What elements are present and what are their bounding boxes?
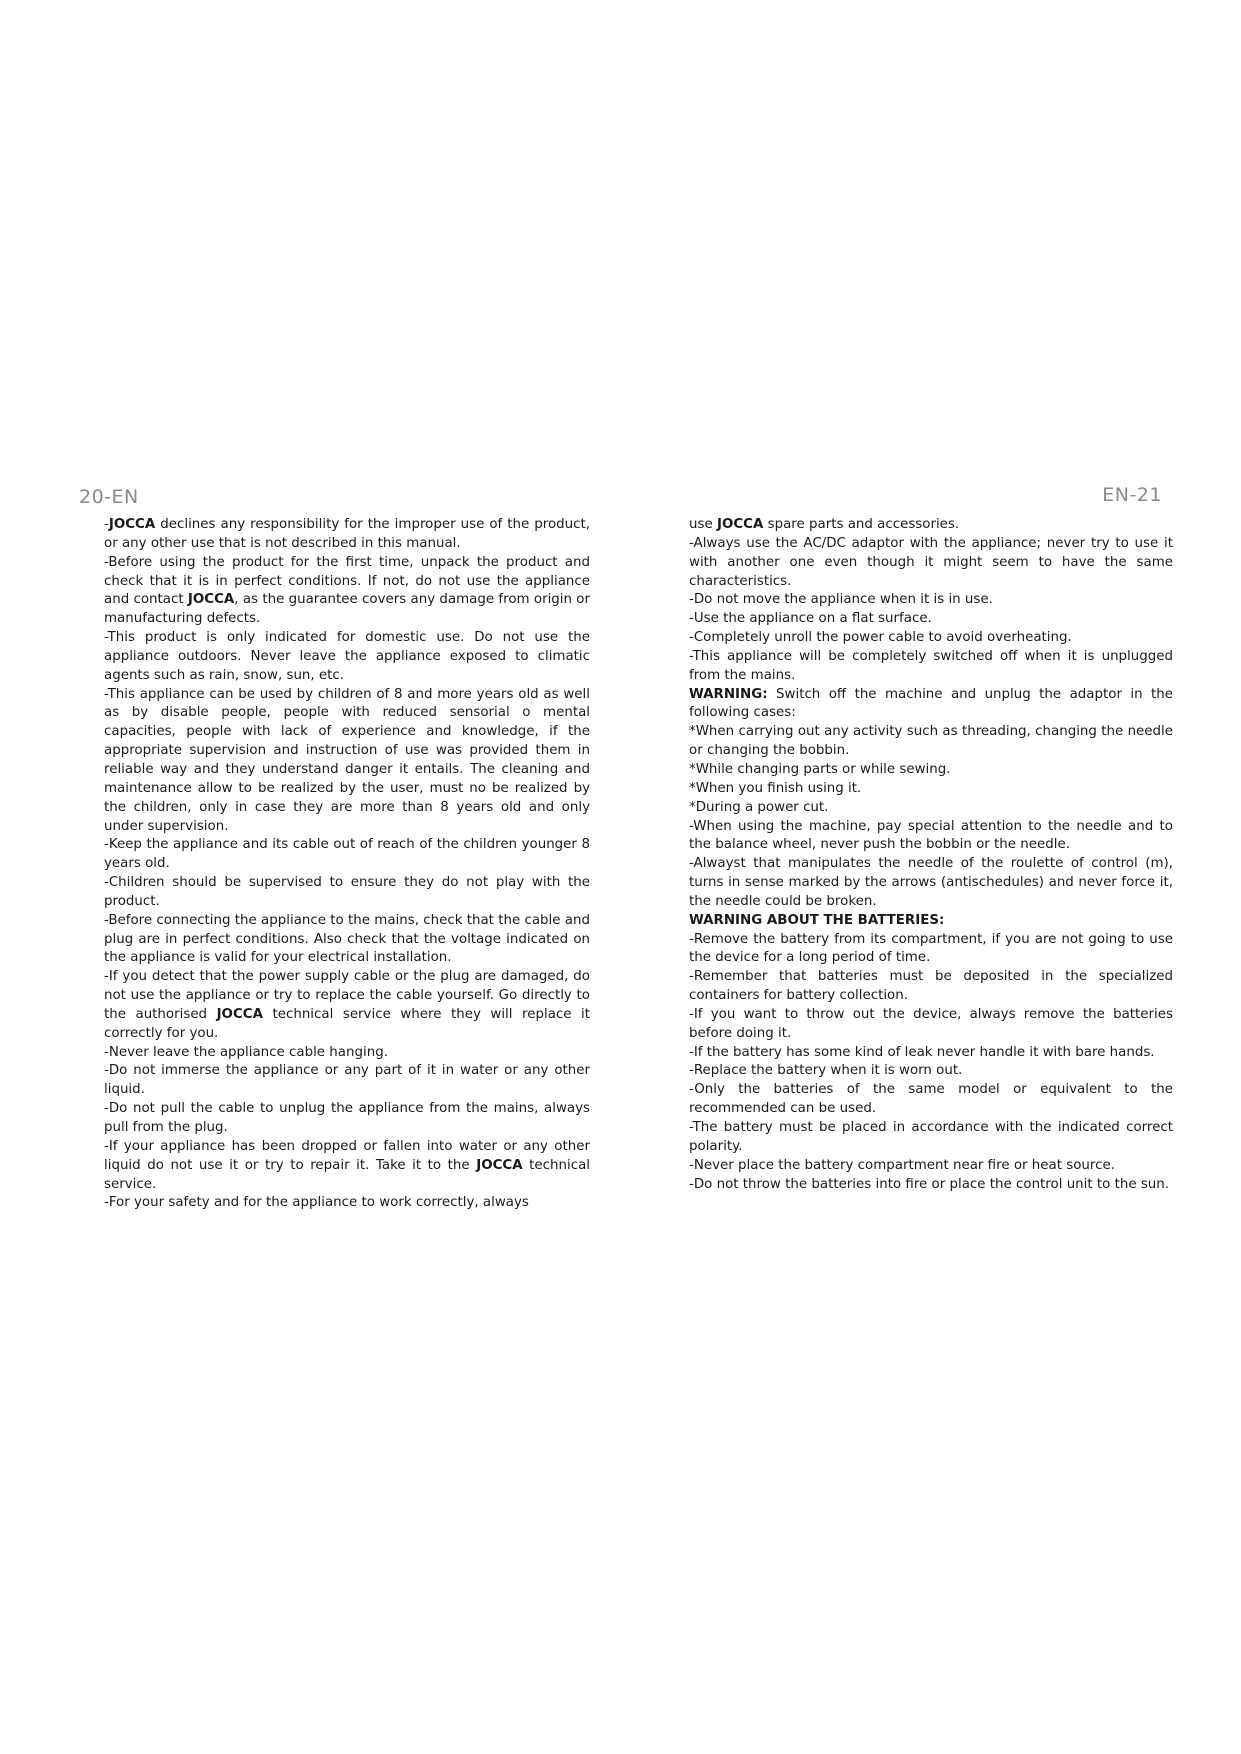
paragraph-liability bbox=[104, 516, 590, 554]
paragraph-flat-surface: -Use the appliance on a flat surface. bbox=[689, 611, 932, 627]
paragraph-safety: -For your safety and for the appliance to work correctly, always bbox=[104, 1195, 529, 1211]
brand-name: JOCCA bbox=[216, 1006, 263, 1022]
brand-name: JOCCA bbox=[187, 592, 235, 608]
paragraph-threading: *When carrying out any activity such as threading, changing the needle or changing the bobbin. bbox=[689, 724, 1173, 759]
text: use bbox=[689, 517, 717, 532]
page-number-right: EN-21 bbox=[1102, 484, 1162, 506]
brand-name: JOCCA bbox=[476, 1157, 523, 1173]
paragraph-warning bbox=[689, 686, 1173, 724]
text: -If your appliance has been dropped or fallen into water or any other liquid do not use it or try to repair it. Take it to the bbox=[104, 1138, 590, 1173]
right-column bbox=[689, 516, 1173, 1194]
paragraph-polarity: -The battery must be placed in accordance with the indicated correct polarity. bbox=[689, 1120, 1173, 1154]
text: technical service. bbox=[104, 1157, 590, 1192]
paragraph-unroll-cable: -Completely unroll the power cable to avoid overheating. bbox=[689, 630, 1072, 646]
text: Switch off the machine and unplug the adaptor in the following cases: bbox=[689, 686, 1173, 721]
paragraph-replace-battery: -Replace the battery when it is worn out. bbox=[689, 1063, 963, 1079]
brand-name: JOCCA bbox=[108, 517, 156, 532]
paragraph-damaged-cable bbox=[104, 968, 590, 1043]
paragraph-changing-parts: *While changing parts or while sewing. bbox=[689, 761, 951, 777]
paragraph-throw-out: -If you want to throw out the device, always remove the batteries before doing it. bbox=[689, 1006, 1173, 1041]
text: technical service where they will replace it correctly for you. bbox=[104, 1006, 590, 1041]
paragraph-immerse: -Do not immerse the appliance or any part of it in water or any other liquid. bbox=[104, 1063, 590, 1098]
paragraph-leak: -If the battery has some kind of leak never handle it with bare hands. bbox=[689, 1044, 1155, 1060]
brand-name: JOCCA bbox=[716, 517, 764, 532]
paragraph-fire-source: -Never place the battery compartment near fire or heat source. bbox=[689, 1157, 1115, 1173]
paragraph-roulette: -Alwayst that manipulates the needle of the roulette of control (m), turns in sense marked by the arrows (antischedules) and never force it, the needle could be broken. bbox=[689, 856, 1173, 909]
paragraph-do-not-move: -Do not move the appliance when it is in use. bbox=[689, 592, 993, 608]
paragraph-dropped bbox=[104, 1138, 590, 1195]
page-number-left: 20-EN bbox=[79, 486, 139, 508]
left-column bbox=[104, 516, 590, 1213]
paragraph-first-use bbox=[104, 554, 590, 629]
paragraph-do-not-throw: -Do not throw the batteries into fire or place the control unit to the sun. bbox=[689, 1176, 1170, 1192]
paragraph-pull-plug: -Do not pull the cable to unplug the appliance from the mains, always pull from the plug. bbox=[104, 1101, 590, 1135]
text: -Before using the product for the first time, unpack the product and check that it is in perfect conditions. If not, do not use the appliance and contact bbox=[104, 554, 590, 608]
paragraph-spare-parts bbox=[689, 516, 1173, 535]
text: , as the guarantee covers any damage from origin or manufacturing defects. bbox=[104, 592, 590, 627]
text: declines any responsibility for the improper use of the product, or any other use that is not described in this manual. bbox=[104, 517, 590, 551]
text: spare parts and accessories. bbox=[763, 517, 960, 532]
paragraph-supervise-children: -Children should be supervised to ensure they do not play with the product. bbox=[104, 875, 590, 909]
paragraph-domestic-use: -This product is only indicated for domestic use. Do not use the appliance outdoors. Never leave the appliance exposed to climatic agents such as rain, snow, sun, etc. bbox=[104, 630, 590, 683]
paragraph-switched-off: -This appliance will be completely switched off when it is unplugged from the mains. bbox=[689, 648, 1173, 683]
text: - bbox=[104, 517, 109, 532]
paragraph-battery-collection: -Remember that batteries must be deposited in the specialized containers for battery collection. bbox=[689, 969, 1173, 1004]
paragraph-keep-away: -Keep the appliance and its cable out of reach of the children younger 8 years old. bbox=[104, 837, 590, 872]
paragraph-needle-attention: -When using the machine, pay special attention to the needle and to the balance wheel, never push the bobbin or the needle. bbox=[689, 818, 1173, 853]
warning-label: WARNING: bbox=[689, 686, 768, 702]
batteries-heading: WARNING ABOUT THE BATTERIES: bbox=[689, 912, 945, 928]
paragraph-check-mains: -Before connecting the appliance to the mains, check that the cable and plug are in perfect conditions. Also check that the voltage indicated on the appliance is valid for your electrical installation. bbox=[104, 912, 590, 966]
paragraph-remove-battery: -Remove the battery from its compartment, if you are not going to use the device for a long period of time. bbox=[689, 931, 1173, 966]
paragraph-cable-hanging: -Never leave the appliance cable hanging. bbox=[104, 1044, 388, 1060]
text: -If you detect that the power supply cable or the plug are damaged, do not use the appliance or try to replace the cable yourself. Go directly to the authorised bbox=[104, 969, 590, 1022]
paragraph-adaptor: -Always use the AC/DC adaptor with the appliance; never try to use it with another one even though it might seem to have the same characteristics. bbox=[689, 535, 1173, 589]
paragraph-same-model: -Only the batteries of the same model or equivalent to the recommended can be used. bbox=[689, 1082, 1173, 1117]
paragraph-power-cut: *During a power cut. bbox=[689, 799, 829, 815]
paragraph-finish-using: *When you finish using it. bbox=[689, 780, 862, 796]
paragraph-children-use: -This appliance can be used by children of 8 and more years old as well as by disable people, people with reduced sensorial o mental capacities, people with lack of experience and knowledge, if the appropriate supervision and instruction of use was provided them in reliable way and they understand danger it entails. The cleaning and maintenance allow to be realized by the user, must no be realized by the children, only in case they are more than 8 years old and only under supervision. bbox=[104, 686, 590, 834]
